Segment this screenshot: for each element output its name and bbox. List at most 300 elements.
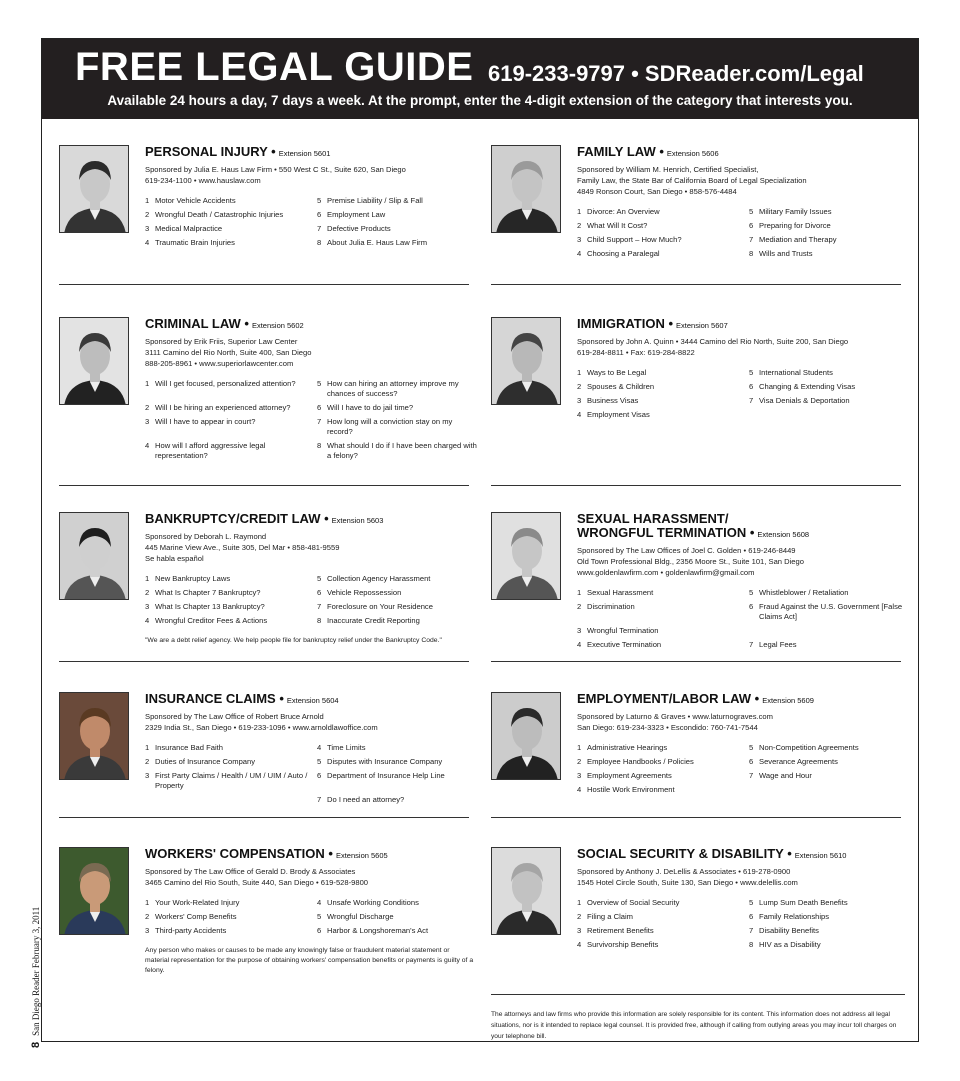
section-title-text: EMPLOYMENT/LABOR LAW •	[577, 691, 760, 706]
topic-text: Time Limits	[327, 743, 366, 752]
topic-number: 2	[577, 757, 582, 766]
topic-item	[749, 757, 909, 767]
topic-text: Executive Termination	[587, 640, 662, 649]
topic-number: 4	[317, 743, 322, 752]
sponsor-info	[145, 866, 475, 888]
topic-item	[317, 795, 477, 805]
sponsor-line: 2329 India St., San Diego • 619-233-1096 • www.arnoldlawoffice.com	[145, 723, 378, 732]
topic-item	[577, 410, 745, 420]
topic-text: Child Support – How Much?	[587, 235, 682, 244]
topic-number: 1	[577, 368, 582, 377]
topic-text: Mediation and Therapy	[759, 235, 837, 244]
topic-number: 3	[577, 626, 582, 635]
topic-number: 1	[577, 207, 582, 216]
section-title-text: INSURANCE CLAIMS •	[145, 691, 284, 706]
topic-item	[317, 196, 477, 206]
topic-text: Whistleblower / Retaliation	[759, 588, 849, 597]
topic-number: 4	[145, 616, 150, 625]
topic-item	[317, 898, 477, 908]
topic-number: 8	[317, 238, 322, 247]
topic-number: 1	[145, 743, 150, 752]
topic-number: 6	[749, 912, 754, 921]
topic-text: How long will a conviction stay on my record?	[327, 417, 453, 436]
topic-text: New Bankruptcy Laws	[155, 574, 231, 583]
divider	[491, 485, 901, 486]
topic-item	[317, 417, 477, 437]
topic-item	[317, 588, 477, 598]
topic-text: What should I do if I have been charged with a felony?	[327, 441, 477, 460]
topic-item	[749, 396, 909, 406]
topic-item	[145, 757, 313, 767]
topic-number: 7	[317, 602, 322, 611]
section-title-text: CRIMINAL LAW •	[145, 316, 249, 331]
section-title-text: FAMILY LAW •	[577, 144, 664, 159]
topic-item	[145, 912, 313, 922]
legal-guide-page	[41, 38, 919, 1042]
topic-text: Duties of Insurance Company	[155, 757, 256, 766]
sponsor-line: 445 Marine View Ave., Suite 305, Del Mar • 858-481-9559	[145, 543, 340, 552]
topic-number: 2	[145, 912, 150, 921]
topic-text: Disputes with Insurance Company	[327, 757, 443, 766]
topic-number: 7	[749, 926, 754, 935]
topic-text: Divorce: An Overview	[587, 207, 660, 216]
topic-number: 1	[577, 588, 582, 597]
topic-text: How can hiring an attorney improve my chances of success?	[327, 379, 459, 398]
banner	[42, 39, 918, 119]
topic-number: 5	[317, 757, 322, 766]
section-title	[577, 847, 907, 863]
topic-item	[145, 403, 313, 413]
topic-item	[577, 382, 745, 392]
topic-item	[749, 940, 909, 950]
divider	[59, 661, 469, 662]
attorney-photo	[59, 692, 129, 780]
page-number: 8	[30, 1041, 42, 1048]
topic-number: 1	[145, 898, 150, 907]
topic-number: 7	[749, 640, 754, 649]
topic-list	[577, 207, 907, 259]
topic-item	[749, 926, 909, 936]
topic-text: Non-Competition Agreements	[759, 743, 859, 752]
topic-item	[749, 785, 909, 795]
topic-item	[749, 640, 909, 650]
topic-item	[577, 235, 745, 245]
topic-item	[749, 249, 909, 259]
divider	[491, 661, 901, 662]
publication-info: San Diego Reader February 3, 2011	[31, 906, 41, 1036]
topic-number: 1	[577, 898, 582, 907]
attorney-photo	[491, 847, 561, 935]
topic-item	[317, 602, 477, 612]
topic-text: Traumatic Brain Injuries	[155, 238, 235, 247]
attorney-photo	[491, 512, 561, 600]
topic-item	[145, 238, 313, 248]
topic-item	[749, 235, 909, 245]
topic-number: 5	[749, 368, 754, 377]
topic-number: 4	[577, 640, 582, 649]
topic-text: International Students	[759, 368, 833, 377]
topic-text: Discrimination	[587, 602, 635, 611]
topic-text: Choosing a Paralegal	[587, 249, 660, 258]
attorney-photo	[59, 847, 129, 935]
sponsor-line: Family Law, the State Bar of California Board of Legal Specialization	[577, 176, 807, 185]
topic-number: 6	[749, 757, 754, 766]
topic-text: Wrongful Death / Catastrophic Injuries	[155, 210, 284, 219]
sponsor-line: Sponsored by Julia E. Haus Law Firm • 550 West C St., Suite 620, San Diego	[145, 165, 406, 174]
topic-item	[749, 602, 909, 622]
topic-text: Workers' Comp Benefits	[155, 912, 237, 921]
topic-text: Survivorship Benefits	[587, 940, 659, 949]
section-title	[145, 512, 475, 528]
topic-item	[577, 602, 745, 622]
section-title-text: WRONGFUL TERMINATION •	[577, 525, 755, 540]
topic-number: 4	[577, 410, 582, 419]
topic-number: 1	[145, 196, 150, 205]
section-note: "We are a debt relief agency. We help people file for bankruptcy relief under the Bankruptcy Code."	[145, 637, 442, 644]
extension-number: Extension 5601	[278, 149, 331, 158]
topic-text: Third-party Accidents	[155, 926, 227, 935]
topic-item	[749, 898, 909, 908]
topic-number: 2	[577, 602, 582, 611]
topic-item	[577, 626, 745, 636]
topic-item	[577, 396, 745, 406]
topic-item	[749, 207, 909, 217]
topic-number: 3	[577, 771, 582, 780]
extension-number: Extension 5604	[286, 696, 339, 705]
topic-text: Premise Liability / Slip & Fall	[327, 196, 423, 205]
section-title	[145, 847, 475, 863]
topic-text: Motor Vehicle Accidents	[155, 196, 236, 205]
topic-item	[577, 207, 745, 217]
topic-number: 8	[749, 249, 754, 258]
topic-list	[577, 588, 907, 650]
topic-text: Will I get focused, personalized attention?	[155, 379, 296, 388]
topic-item	[749, 912, 909, 922]
section-content	[577, 512, 907, 650]
extension-number: Extension 5610	[794, 851, 847, 860]
topic-number: 2	[145, 757, 150, 766]
topic-item	[145, 379, 313, 399]
topic-item	[145, 743, 313, 753]
sponsor-info	[577, 164, 907, 197]
sponsor-line: Sponsored by John A. Quinn • 3444 Camino del Rio North, Suite 200, San Diego	[577, 337, 849, 346]
topic-number: 3	[145, 602, 150, 611]
topic-item	[317, 616, 477, 626]
topic-number: 6	[317, 588, 322, 597]
topic-number: 6	[749, 382, 754, 391]
topic-text: Disability Benefits	[759, 926, 819, 935]
topic-number: 5	[317, 379, 322, 388]
attorney-photo	[59, 512, 129, 600]
sponsor-line: Sponsored by Laturno & Graves • www.laturnograves.com	[577, 712, 773, 721]
topic-text: Foreclosure on Your Residence	[327, 602, 433, 611]
sponsor-info	[577, 711, 907, 733]
topic-number: 5	[317, 196, 322, 205]
divider	[59, 284, 469, 285]
section-title-text: BANKRUPTCY/CREDIT LAW •	[145, 511, 329, 526]
topic-item	[317, 403, 477, 413]
page-footer	[30, 907, 42, 1048]
topic-list	[577, 743, 907, 795]
topic-number: 6	[317, 771, 322, 780]
topic-number: 2	[145, 403, 150, 412]
topic-item	[749, 771, 909, 781]
topic-number: 8	[749, 940, 754, 949]
topic-text: Visa Denials & Deportation	[759, 396, 850, 405]
section-content	[577, 847, 907, 950]
topic-item	[145, 210, 313, 220]
topic-number: 8	[317, 616, 322, 625]
topic-number: 4	[577, 940, 582, 949]
section-title-line1: SEXUAL HARASSMENT/	[577, 511, 729, 526]
topic-item	[145, 196, 313, 206]
topic-item	[317, 757, 477, 767]
topic-item	[145, 898, 313, 908]
topic-number: 4	[145, 238, 150, 247]
topic-number: 3	[145, 771, 150, 780]
topic-list	[145, 574, 475, 626]
topic-number: 1	[577, 743, 582, 752]
topic-item	[577, 912, 745, 922]
divider	[59, 485, 469, 486]
section-note: Any person who makes or causes to be made any knowingly false or fraudulent material statement or material representation for the purpose of obtaining workers' compensation benefits or payments is guilty of a felony.	[145, 947, 474, 974]
topic-text: Severance Agreements	[759, 757, 838, 766]
topic-number: 6	[749, 602, 754, 611]
topic-item	[749, 588, 909, 598]
topic-item	[577, 757, 745, 767]
sponsor-info	[577, 545, 907, 578]
topic-text: Fraud Against the U.S. Government [False Claims Act]	[759, 602, 903, 621]
section-content	[145, 512, 475, 646]
topic-number: 6	[317, 403, 322, 412]
topic-item	[145, 441, 313, 461]
topic-number: 3	[145, 926, 150, 935]
topic-text: Do I need an attorney?	[327, 795, 405, 804]
topic-item	[145, 795, 313, 805]
sponsor-line: 619-234-1100 • www.hauslaw.com	[145, 176, 261, 185]
topic-item	[749, 410, 909, 420]
topic-text: Lump Sum Death Benefits	[759, 898, 848, 907]
topic-text: Legal Fees	[759, 640, 797, 649]
topic-text: Hostile Work Environment	[587, 785, 675, 794]
attorney-photo	[491, 692, 561, 780]
topic-item	[749, 221, 909, 231]
topic-item	[317, 912, 477, 922]
section-title	[577, 526, 907, 542]
topic-text: Insurance Bad Faith	[155, 743, 223, 752]
sponsor-line: Se habla español	[145, 554, 204, 563]
topic-item	[145, 588, 313, 598]
topic-number: 2	[577, 912, 582, 921]
topic-item	[145, 926, 313, 936]
topic-text: Will I have to appear in court?	[155, 417, 256, 426]
topic-number: 5	[749, 588, 754, 597]
topic-text: Ways to Be Legal	[587, 368, 647, 377]
topic-text: What Is Chapter 7 Bankruptcy?	[155, 588, 261, 597]
phone-and-website: 619-233-9797 • SDReader.com/Legal	[488, 61, 864, 86]
topic-text: HIV as a Disability	[759, 940, 821, 949]
topic-number: 7	[749, 771, 754, 780]
topic-number: 3	[145, 417, 150, 426]
topic-text: Military Family Issues	[759, 207, 832, 216]
topic-list	[145, 379, 475, 461]
topic-number: 2	[145, 210, 150, 219]
attorney-photo	[491, 145, 561, 233]
sponsor-line: Sponsored by Erik Friis, Superior Law Center	[145, 337, 298, 346]
topic-item	[317, 926, 477, 936]
topic-text: Preparing for Divorce	[759, 221, 831, 230]
topic-number: 1	[145, 574, 150, 583]
attorney-photo	[59, 145, 129, 233]
topic-number: 7	[317, 224, 322, 233]
sponsor-info	[145, 164, 475, 186]
topic-number: 6	[317, 926, 322, 935]
topic-number: 5	[317, 574, 322, 583]
topic-list	[145, 196, 475, 248]
topic-number: 4	[145, 441, 150, 450]
attorney-photo	[491, 317, 561, 405]
topic-text: Retirement Benefits	[587, 926, 654, 935]
section-title-text: IMMIGRATION •	[577, 316, 674, 331]
topic-number: 7	[749, 396, 754, 405]
section-content	[577, 145, 907, 259]
sponsor-line: Sponsored by Deborah L. Raymond	[145, 532, 267, 541]
topic-item	[577, 926, 745, 936]
topic-text: Wills and Trusts	[759, 249, 813, 258]
divider	[491, 817, 901, 818]
topic-text: Business Visas	[587, 396, 639, 405]
sponsor-info	[145, 336, 475, 369]
topic-number: 4	[577, 785, 582, 794]
topic-text: Employee Handbooks / Policies	[587, 757, 694, 766]
topic-text: Will I be hiring an experienced attorney?	[155, 403, 291, 412]
topic-item	[145, 574, 313, 584]
topic-number: 2	[577, 221, 582, 230]
topic-item	[577, 249, 745, 259]
topic-number: 5	[749, 207, 754, 216]
section-title-text: PERSONAL INJURY •	[145, 144, 276, 159]
extension-number: Extension 5606	[666, 149, 719, 158]
section-content	[145, 692, 475, 805]
topic-item	[577, 743, 745, 753]
topic-item	[317, 224, 477, 234]
sponsor-line: Sponsored by Anthony J. DeLellis & Associates • 619-278-0900	[577, 867, 791, 876]
topic-number	[749, 785, 759, 795]
topic-number: 5	[317, 912, 322, 921]
sponsor-info	[145, 531, 475, 564]
sponsor-line: Old Town Professional Bldg., 2356 Moore St., Suite 101, San Diego	[577, 557, 804, 566]
topic-item	[577, 771, 745, 781]
guide-title: FREE LEGAL GUIDE	[75, 45, 474, 89]
section-title	[577, 145, 907, 161]
topic-number: 8	[317, 441, 322, 450]
topic-text: What Will It Cost?	[587, 221, 648, 230]
topic-item	[577, 640, 745, 650]
topic-text: Will I have to do jail time?	[327, 403, 414, 412]
sponsor-line: San Diego: 619-234-3323 • Escondido: 760-741-7544	[577, 723, 758, 732]
topic-text: Vehicle Repossession	[327, 588, 402, 597]
section-title	[577, 692, 907, 708]
topic-item	[317, 238, 477, 248]
section-content	[145, 317, 475, 461]
topic-number: 6	[317, 210, 322, 219]
section-title	[577, 317, 907, 333]
extension-number: Extension 5603	[331, 516, 384, 525]
topic-text: Changing & Extending Visas	[759, 382, 856, 391]
topic-item	[317, 743, 477, 753]
topic-text: Wrongful Discharge	[327, 912, 394, 921]
topic-text: Wrongful Creditor Fees & Actions	[155, 616, 268, 625]
sponsor-line: Sponsored by The Law Offices of Joel C. Golden • 619-246-8449	[577, 546, 796, 555]
topic-number: 7	[317, 417, 322, 426]
topic-item	[577, 368, 745, 378]
sponsor-line: Sponsored by The Law Office of Gerald D. Brody & Associates	[145, 867, 356, 876]
topic-item	[317, 379, 477, 399]
topic-number: 5	[749, 743, 754, 752]
topic-text: What Is Chapter 13 Bankruptcy?	[155, 602, 265, 611]
sponsor-line: 1545 Hotel Circle South, Suite 130, San Diego • www.delellis.com	[577, 878, 798, 887]
extension-number: Extension 5607	[676, 321, 728, 330]
topic-item	[145, 224, 313, 234]
topic-item	[145, 616, 313, 626]
topic-item	[577, 221, 745, 231]
topic-list	[145, 898, 475, 936]
divider	[59, 817, 469, 818]
topic-item	[317, 210, 477, 220]
topic-number: 2	[145, 588, 150, 597]
topic-number: 5	[749, 898, 754, 907]
topic-number: 3	[145, 224, 150, 233]
topic-number: 7	[749, 235, 754, 244]
topic-list	[145, 743, 475, 805]
topic-number: 6	[749, 221, 754, 230]
topic-item	[577, 588, 745, 598]
sponsor-info	[577, 866, 907, 888]
extension-number: Extension 5602	[251, 321, 304, 330]
topic-text: Harbor & Longshoreman's Act	[327, 926, 429, 935]
section-title-text: SOCIAL SECURITY & DISABILITY •	[577, 846, 792, 861]
topic-item	[749, 743, 909, 753]
disclaimer: The attorneys and law firms who provide this information are solely responsible for its content. This information does not address all legal situations, nor is it intended to replace legal counsel. It is provided free, although if calling from outlying areas you may incur toll charges on your telephone bill.	[491, 994, 905, 1042]
sponsor-line: Sponsored by The Law Office of Robert Bruce Arnold	[145, 712, 324, 721]
banner-subtitle: Available 24 hours a day, 7 days a week. At the prompt, enter the 4-digit extension of the category that interests you.	[107, 93, 853, 108]
section-title	[145, 692, 475, 708]
topic-number: 1	[145, 379, 150, 388]
topic-item	[749, 382, 909, 392]
topic-text: Sexual Harassment	[587, 588, 654, 597]
section-content	[577, 317, 907, 420]
topic-number: 2	[577, 382, 582, 391]
topic-text: Employment Agreements	[587, 771, 672, 780]
topic-number: 7	[317, 795, 322, 804]
section-title	[145, 145, 475, 161]
topic-text: Wage and Hour	[759, 771, 812, 780]
topic-text: Department of Insurance Help Line	[327, 771, 445, 780]
sponsor-info	[577, 336, 907, 358]
section-title	[145, 317, 475, 333]
topic-text: Unsafe Working Conditions	[327, 898, 419, 907]
topic-item	[145, 417, 313, 437]
topic-number: 3	[577, 926, 582, 935]
topic-item	[577, 785, 745, 795]
topic-item	[317, 574, 477, 584]
topic-text: Filing a Claim	[587, 912, 633, 921]
topic-text: Spouses & Children	[587, 382, 655, 391]
extension-number: Extension 5609	[762, 696, 814, 705]
sponsor-line: Sponsored by William M. Henrich, Certified Specialist,	[577, 165, 759, 174]
sponsor-line: 3111 Camino del Rio North, Suite 400, San Diego	[145, 348, 312, 357]
topic-text: First Party Claims / Health / UM / UIM / Auto / Property	[155, 771, 308, 790]
